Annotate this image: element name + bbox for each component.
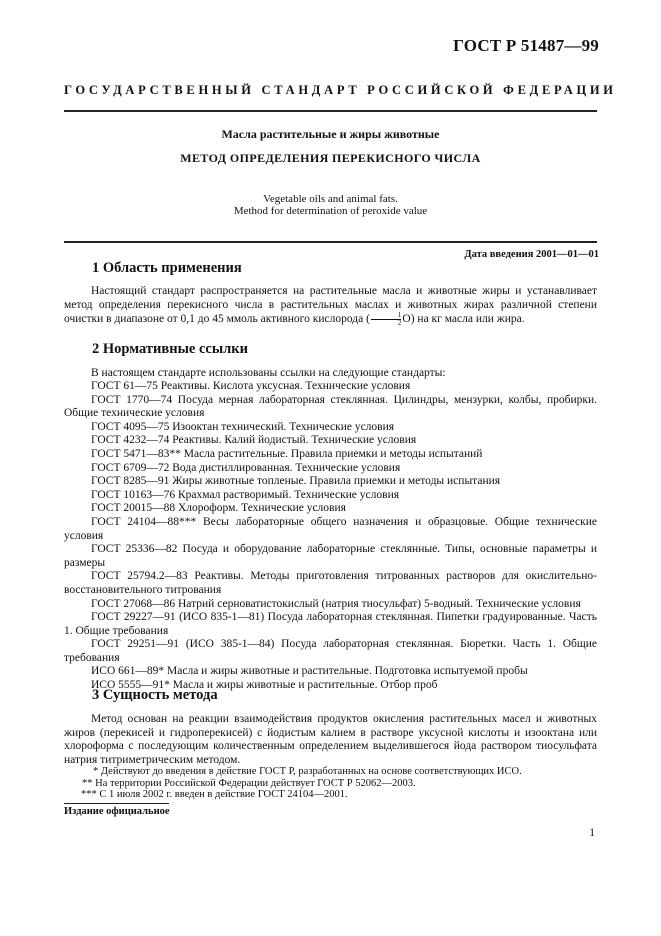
section-2-intro	[64, 367, 597, 381]
reference-item: ИСО 661—89* Масла и жиры животные и растительные. Подготовка испытуемой пробы	[91, 665, 528, 678]
reference-item: ГОСТ 27068—86 Натрий серноватистокислый (натрия тиосульфат) 5-водный. Технические условия	[91, 597, 581, 610]
reference-item: ГОСТ 1770—74 Посуда мерная лабораторная стеклянная. Цилиндры, мензурки, колбы, пробирки. Общие технические условия	[64, 393, 597, 420]
document-code: ГОСТ Р 51487—99	[453, 36, 599, 55]
page-number: 1	[589, 827, 595, 839]
top-divider	[64, 110, 597, 112]
reference-item: ГОСТ 5471—83** Масла растительные. Правила приемки и методы испытаний	[91, 447, 483, 460]
section-1-text	[64, 285, 597, 327]
title-english-line-1: Vegetable oils and animal fats.	[263, 193, 398, 205]
footnotes	[64, 766, 597, 801]
reference-item: ГОСТ 61—75 Реактивы. Кислота уксусная. Технические условия	[91, 380, 411, 392]
edition-label: Издание официальное	[64, 806, 170, 817]
references-list	[64, 380, 597, 693]
reference-item: ГОСТ 25794.2—83 Реактивы. Методы приготовления титрованных растворов для окислительно-восстановительного титрования	[64, 570, 597, 596]
title-english	[0, 193, 661, 217]
footnote-divider	[64, 803, 169, 804]
reference-item: ГОСТ 25336—82 Посуда и оборудование лабораторные стеклянные. Типы, основные параметры и размеры	[64, 543, 597, 569]
fraction-one-half	[371, 312, 402, 327]
reference-item: ИСО 5555—91* Масла и жиры животные и растительные. Отбор проб	[91, 679, 438, 692]
section-3-text	[64, 713, 597, 767]
fraction-numerator: 1	[371, 312, 402, 320]
method-title: МЕТОД ОПРЕДЕЛЕНИЯ ПЕРЕКИСНОГО ЧИСЛА	[180, 151, 481, 165]
footnote-1: * Действуют до введения в действие ГОСТ Р, разработанных на основе соответствующих ИСО.	[93, 766, 522, 777]
reference-item: ГОСТ 20015—88 Хлороформ. Технические условия	[91, 502, 346, 515]
reference-item: ГОСТ 6709—72 Вода дистиллированная. Технические условия	[91, 461, 401, 474]
reference-item: ГОСТ 29251—91 (ИСО 385-1—84) Посуда лабораторная стеклянная. Бюретки. Часть 1. Общие требования	[64, 638, 597, 664]
section-2-intro-text: В настоящем стандарте использованы ссылки на следующие стандарты:	[91, 367, 446, 379]
reference-item: ГОСТ 4095—75 Изооктан технический. Технические условия	[91, 420, 395, 433]
section-1-heading: 1 Область применения	[92, 260, 242, 276]
reference-item: ГОСТ 29227—91 (ИСО 835-1—81) Посуда лабораторная стеклянная. Пипетки градуированные. Часть 1. Общие требования	[64, 611, 597, 637]
footnote-3: *** С 1 июля 2002 г. введен в действие ГОСТ 24104—2001.	[81, 789, 348, 801]
section-1-text-before: Настоящий стандарт распространяется на растительные масла и животные жиры и устанавливает метод определения перекисного числа в растительных маслах и животных жирах различной степени очистки в диапазоне от 0,1 до 45 ммоль активного кислорода (	[64, 285, 597, 326]
section-3-paragraph: Метод основан на реакции взаимодействия продуктов окисления растительных масел и животных жиров (перекисей и гидроперекисей) с йодистым калием в растворе уксусной кислоты и изооктана или хлороформа с последующим количественным определением выделившегося йода раствором тиосульфата натрия титриметрическим методом.	[64, 713, 597, 766]
footnote-2: ** На территории Российской Федерации действует ГОСТ Р 52062—2003.	[82, 777, 416, 789]
introduction-date: Дата введения 2001—01—01	[464, 249, 599, 260]
middle-divider	[64, 241, 597, 243]
title-russian: Масла растительные и жиры животные	[221, 127, 440, 141]
section-1-text-after: O) на кг масла или жира.	[402, 313, 525, 326]
section-3-heading: 3 Сущность метода	[92, 687, 218, 703]
reference-item: ГОСТ 10163—76 Крахмал растворимый. Технические условия	[91, 488, 400, 501]
standard-header: ГОСУДАРСТВЕННЫЙ СТАНДАРТ РОССИЙСКОЙ ФЕДЕРАЦИИ	[64, 83, 617, 97]
reference-item: ГОСТ 8285—91 Жиры животные топленые. Правила приемки и методы испытания	[91, 475, 501, 488]
reference-item: ГОСТ 24104—88*** Весы лабораторные общего назначения и образцовые. Общие технические условия	[64, 515, 597, 542]
section-2-heading: 2 Нормативные ссылки	[92, 341, 248, 357]
reference-item: ГОСТ 4232—74 Реактивы. Калий йодистый. Технические условия	[91, 434, 417, 447]
fraction-denominator: 2	[397, 319, 402, 328]
title-english-line-2: Method for determination of peroxide value	[233, 205, 428, 217]
